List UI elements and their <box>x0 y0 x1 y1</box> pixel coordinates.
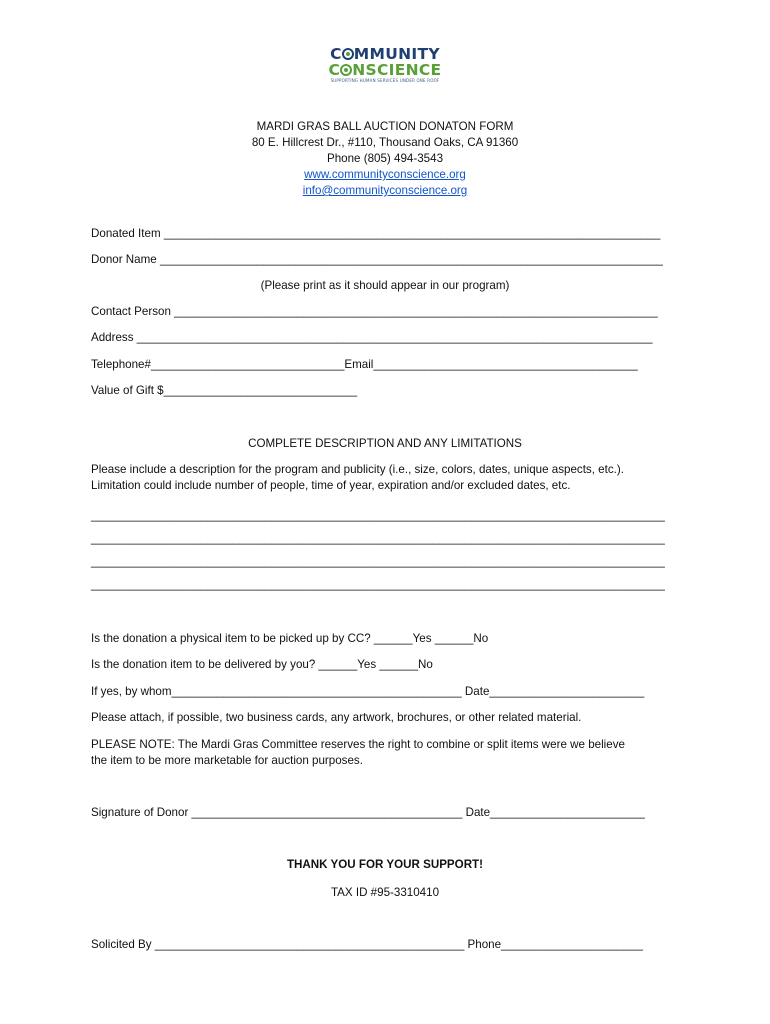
contact-person-field[interactable]: Contact Person ___________________________________________________________________________ <box>91 305 658 318</box>
logo-text: MMUNITY <box>353 45 440 63</box>
tax-id: TAX ID #95-3310410 <box>330 886 440 899</box>
print-note: (Please print as it should appear in our program) <box>260 279 510 292</box>
org-phone: Phone (805) 494-3543 <box>326 152 444 165</box>
delivered-question[interactable]: Is the donation item to be delivered by you? ______Yes ______No <box>91 658 433 671</box>
website-link[interactable]: www.communityconscience.org <box>304 168 466 181</box>
form-header <box>0 119 770 199</box>
description-blank-line[interactable]: _________________________________________________________________________________________ <box>91 555 665 568</box>
solicited-by-field[interactable]: Solicited By ________________________________________________ Phone______________________ <box>91 938 643 951</box>
logo-word-community <box>0 46 770 62</box>
by-whom-date-field[interactable]: If yes, by whom_____________________________________________ Date________________________ <box>91 685 645 698</box>
telephone-email-field[interactable]: Telephone#______________________________Email_________________________________________ <box>91 358 638 371</box>
committee-note <box>91 737 691 769</box>
logo-text: C <box>328 61 341 79</box>
pickup-question[interactable]: Is the donation a physical item to be picked up by CC? ______Yes ______No <box>91 632 489 645</box>
note-line: PLEASE NOTE: The Mardi Gras Committee reserves the right to combine or split items were we believe <box>91 738 625 751</box>
value-of-gift-field[interactable]: Value of Gift $______________________________ <box>91 384 358 397</box>
instructions-line: Please include a description for the program and publicity (i.e., size, colors, dates, unique aspects, etc.). <box>91 463 624 476</box>
thank-you-message: THANK YOU FOR YOUR SUPPORT! <box>286 858 484 871</box>
person-globe-icon <box>342 48 354 60</box>
note-line: the item to be more marketable for auction purposes. <box>91 754 363 767</box>
logo-word-conscience <box>0 62 770 78</box>
description-blank-line[interactable]: _________________________________________________________________________________________ <box>91 509 665 522</box>
org-address: 80 E. Hillcrest Dr., #110, Thousand Oaks, CA 91360 <box>251 136 519 149</box>
community-conscience-logo <box>0 46 770 84</box>
form-title: MARDI GRAS BALL AUCTION DONATON FORM <box>256 120 514 133</box>
address-field[interactable]: Address ________________________________________________________________________________ <box>91 331 653 344</box>
logo-text: NSCIENCE <box>352 61 442 79</box>
logo-tagline: SUPPORTING HUMAN SERVICES UNDER ONE ROOF <box>330 78 440 83</box>
description-heading: COMPLETE DESCRIPTION AND ANY LIMITATIONS <box>248 437 522 450</box>
description-blank-line[interactable]: _________________________________________________________________________________________ <box>91 578 665 591</box>
donor-signature-field[interactable]: Signature of Donor __________________________________________ Date________________________ <box>91 806 645 819</box>
description-blank-line[interactable]: _________________________________________________________________________________________ <box>91 532 665 545</box>
logo-text: C <box>330 45 342 63</box>
description-instructions <box>91 462 691 494</box>
donor-name-field[interactable]: Donor Name ______________________________________________________________________________ <box>91 253 663 266</box>
attach-note: Please attach, if possible, two business cards, any artwork, brochures, or other related material. <box>91 711 582 724</box>
instructions-line: Limitation could include number of people, time of year, expiration and/or excluded dates, etc. <box>91 479 571 492</box>
email-link[interactable]: info@communityconscience.org <box>302 184 468 197</box>
donated-item-field[interactable]: Donated Item _____________________________________________________________________________ <box>91 227 661 240</box>
person-globe-icon <box>340 64 352 76</box>
